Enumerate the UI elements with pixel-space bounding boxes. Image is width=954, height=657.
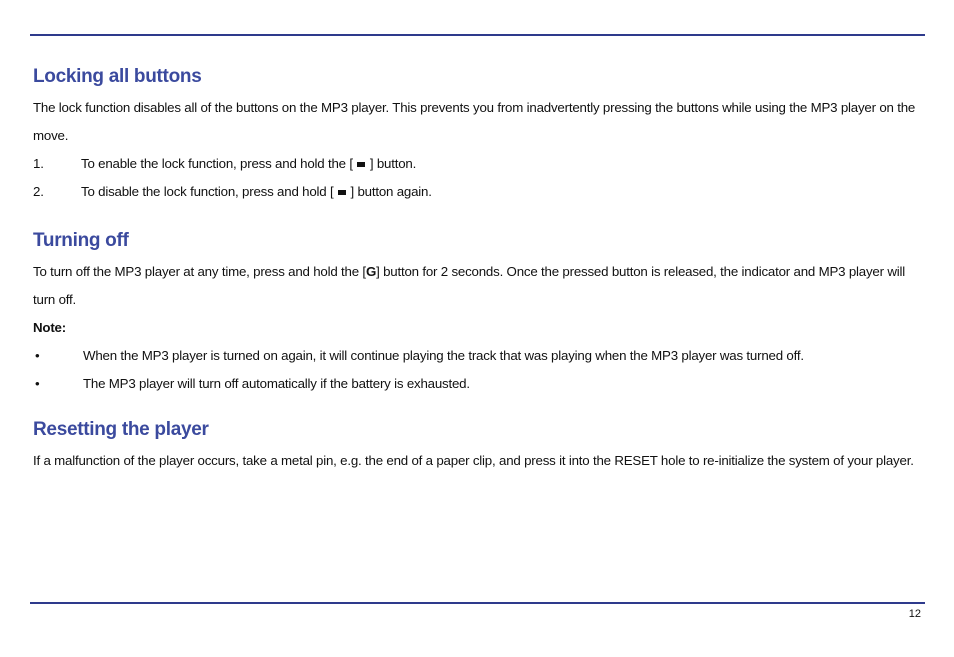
bullet-text: The MP3 player will turn off automatically if the battery is exhausted.: [83, 376, 470, 391]
bullet-icon: •: [35, 376, 40, 391]
power-key-label: G: [365, 264, 377, 279]
heading-turning-off: Turning off: [33, 230, 129, 251]
step-text-before: To enable the lock function, press and hold the [: [81, 156, 353, 171]
step-text-after: ] button again.: [350, 184, 432, 199]
section-gap: [33, 206, 923, 224]
section-resetting: [33, 413, 923, 475]
heading-locking: Locking all buttons: [33, 66, 202, 87]
bullet-icon: •: [35, 348, 40, 363]
page-content: [33, 60, 923, 475]
list-item: [33, 342, 923, 370]
step-text-before: To disable the lock function, press and hold [: [81, 184, 334, 199]
list-item: [33, 370, 923, 398]
lock-button-icon: [357, 162, 365, 167]
bullet-text: When the MP3 player is turned on again, it will continue playing the track that was playing when the MP3 player was turned off.: [83, 348, 804, 363]
note-label: Note:: [33, 320, 66, 335]
turning-off-text-after: ] button for 2 seconds. Once the pressed button is released, the indicator and MP3 player will turn off.: [33, 264, 905, 307]
section-gap: [33, 398, 923, 413]
turning-off-text-before: To turn off the MP3 player at any time, press and hold the [: [33, 264, 366, 279]
step-number: 1.: [33, 156, 44, 171]
step-text-after: ] button.: [369, 156, 417, 171]
locking-intro: The lock function disables all of the buttons on the MP3 player. This prevents you from inadvertently pressing the buttons while using the MP3 player on the move.: [33, 100, 916, 143]
section-turning-off: [33, 224, 923, 398]
turning-off-text: [33, 258, 923, 314]
list-item: [33, 178, 923, 206]
section-locking: [33, 60, 923, 206]
lock-button-icon: [338, 190, 346, 195]
list-item: [33, 150, 923, 178]
page-number: 12: [908, 608, 921, 620]
step-text: [81, 178, 432, 206]
heading-resetting: Resetting the player: [33, 419, 209, 440]
step-number: 2.: [33, 184, 44, 199]
resetting-text: If a malfunction of the player occurs, take a metal pin, e.g. the end of a paper clip, and press it into the RESET hole to re-initialize the system of your player.: [33, 453, 914, 468]
bottom-divider: [30, 602, 925, 604]
step-text: [81, 150, 416, 178]
top-divider: [30, 34, 925, 36]
